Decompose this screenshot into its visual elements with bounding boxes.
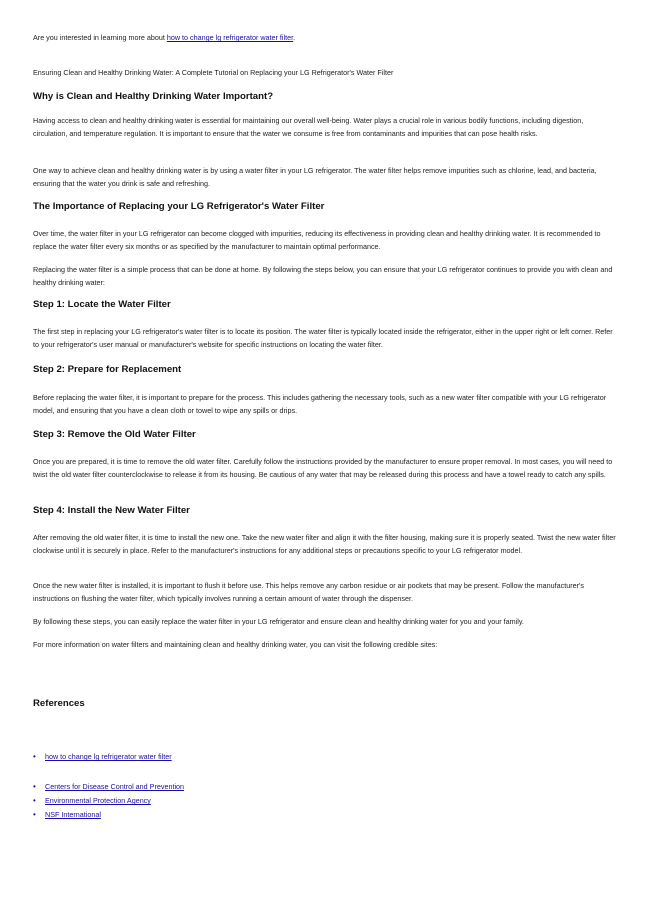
references-list — [33, 780, 617, 822]
intro-line — [33, 31, 617, 44]
paragraph: By following these steps, you can easily replace the water filter in your LG refrigerator and ensure clean and healthy drinking water for you and your family. — [33, 617, 524, 626]
paragraph: One way to achieve clean and healthy drinking water is by using a water filter in your LG refrigerator. The water filter helps remove impurities such as chlorine, lead, and bacteria, ensuring that the water you drink is safe and refreshing. — [33, 166, 597, 188]
intro-link[interactable]: how to change lg refrigerator water filter — [166, 33, 294, 42]
paragraph: Over time, the water filter in your LG refrigerator can become clogged with impurities, reducing its effectiveness in providing clean and healthy drinking water. It is recommended to replace the water filter every six months or as specified by the manufacturer to maintain optimal performance. — [33, 229, 601, 251]
list-item — [33, 780, 617, 794]
paragraph: Before replacing the water filter, it is important to prepare for the process. This includes gathering the necessary tools, such as a new water filter compatible with your LG refrigerator model, and ensuring that you have a clean cloth or towel to wipe any spills or drips. — [33, 393, 607, 415]
list-item — [33, 750, 617, 764]
intro-suffix: . — [293, 33, 296, 42]
references-primary-list — [33, 750, 617, 764]
paragraph: For more information on water filters and maintaining clean and healthy drinking water, you can visit the following credible sites: — [33, 640, 438, 649]
section-heading-step-1: Step 1: Locate the Water Filter — [33, 299, 171, 310]
list-item — [33, 794, 617, 808]
section-heading-why: Why is Clean and Healthy Drinking Water Important? — [33, 91, 274, 102]
paragraph: After removing the old water filter, it is time to install the new one. Take the new water filter and align it with the filter housing, making sure it is properly seated. Twist the new water filter clockwise until it is securely in place. Refer to the manufacturer's instructions for any additional steps or precautions specific to your LG refrigerator model. — [33, 533, 616, 555]
section-heading-importance: The Importance of Replacing your LG Refrigerator's Water Filter — [33, 201, 325, 212]
section-heading-step-2: Step 2: Prepare for Replacement — [33, 364, 182, 375]
paragraph: The first step in replacing your LG refrigerator's water filter is to locate its position. The water filter is typically located inside the refrigerator, either in the upper right or left corner. Refer to your refrigerator's user manual or manufacturer's website for specific instructions on locating the water filter. — [33, 327, 613, 349]
list-item — [33, 808, 617, 822]
paragraph: Once the new water filter is installed, it is important to flush it before use. This helps remove any carbon residue or air pockets that may be present. Follow the manufacturer's instructions on flushing the water filter, which typically involves running a certain amount of water through the dispenser. — [33, 581, 584, 603]
page-subtitle: Ensuring Clean and Healthy Drinking Water: A Complete Tutorial on Replacing your LG Refrigerator's Water Filter — [33, 68, 394, 77]
paragraph: Once you are prepared, it is time to remove the old water filter. Carefully follow the instructions provided by the manufacturer to ensure proper removal. In most cases, you will need to twist the old water filter counterclockwise to release it from its housing. Be cautious of any water that may be released during this process and have a towel ready to catch any spills. — [33, 457, 613, 479]
paragraph: Replacing the water filter is a simple process that can be done at home. By following the steps below, you can ensure that your LG refrigerator continues to provide you with clean and healthy drinking water: — [33, 265, 613, 287]
reference-link-cdc[interactable]: Centers for Disease Control and Prevention — [45, 782, 185, 791]
paragraph: Having access to clean and healthy drinking water is essential for maintaining our overall well-being. Water plays a crucial role in various bodily functions, including digestion, circulation, and temperature regulation. It is important to ensure that the water we consume is free from contaminants and impurities that can pose health risks. — [33, 116, 584, 138]
reference-link-primary[interactable]: how to change lg refrigerator water filter — [45, 752, 172, 761]
section-heading-step-4: Step 4: Install the New Water Filter — [33, 505, 190, 516]
reference-link-epa[interactable]: Environmental Protection Agency — [45, 796, 151, 805]
section-heading-step-3: Step 3: Remove the Old Water Filter — [33, 429, 196, 440]
reference-link-nsf[interactable]: NSF International — [45, 810, 101, 819]
intro-prefix: Are you interested in learning more about — [33, 33, 167, 42]
references-heading: References — [33, 698, 85, 709]
